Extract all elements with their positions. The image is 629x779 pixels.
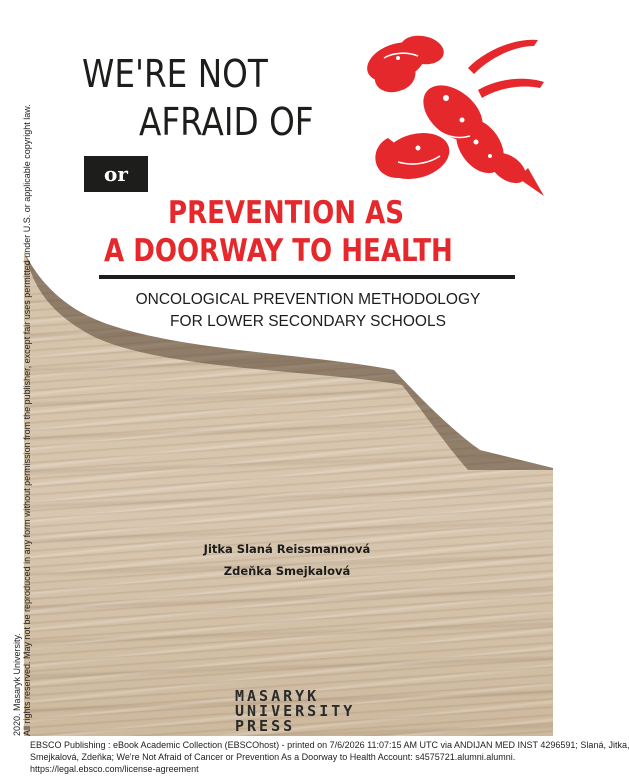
publisher-line-1: MASARYK bbox=[235, 687, 320, 705]
ebsco-footer bbox=[30, 739, 629, 775]
publisher-logo bbox=[235, 689, 355, 734]
title-line-2: AFRAID OF bbox=[139, 100, 314, 144]
red-title-line-2: A DOORWAY TO HEALTH bbox=[104, 233, 453, 269]
copyright-line-1: 2020. Masaryk University. bbox=[12, 633, 22, 736]
subtitle-line-2: FOR LOWER SECONDARY SCHOOLS bbox=[170, 313, 446, 330]
or-label: or bbox=[84, 156, 148, 192]
book-cover bbox=[22, 0, 553, 736]
copyright-line-2: All rights reserved. May not be reproduced in any form without permission from the publisher, except fair uses permitted under U.S. or applicable copyright law. bbox=[22, 104, 32, 736]
title-line-1: WE'RE NOT bbox=[82, 52, 268, 96]
red-title-line-1: PREVENTION AS bbox=[168, 195, 405, 231]
lobster-icon bbox=[358, 28, 548, 198]
copyright-notice bbox=[12, 104, 32, 736]
author-1: Jitka Slaná Reissmannová bbox=[203, 542, 371, 556]
footer-license-link[interactable]: https://legal.ebsco.com/license-agreement bbox=[30, 764, 199, 774]
author-2: Zdeňka Smejkalová bbox=[223, 564, 351, 578]
publisher-line-3: PRESS bbox=[235, 717, 296, 735]
footer-line-2: Smejkalová, Zdeňka; We're Not Afraid of Cancer or Prevention As a Doorway to Health Account: s4575721.alumni.alumni. bbox=[30, 752, 516, 762]
title-divider bbox=[99, 275, 515, 279]
publisher-line-2: UNIVERSITY bbox=[235, 702, 356, 720]
subtitle-line-1: ONCOLOGICAL PREVENTION METHODOLOGY bbox=[135, 291, 481, 308]
footer-line-1: EBSCO Publishing : eBook Academic Collection (EBSCOhost) - printed on 7/6/2026 11:07:15 AM UTC via ANDIJAN MED INST 4296591; Slaná, Jitka, bbox=[30, 740, 629, 750]
copyright-sidebar bbox=[0, 0, 32, 736]
